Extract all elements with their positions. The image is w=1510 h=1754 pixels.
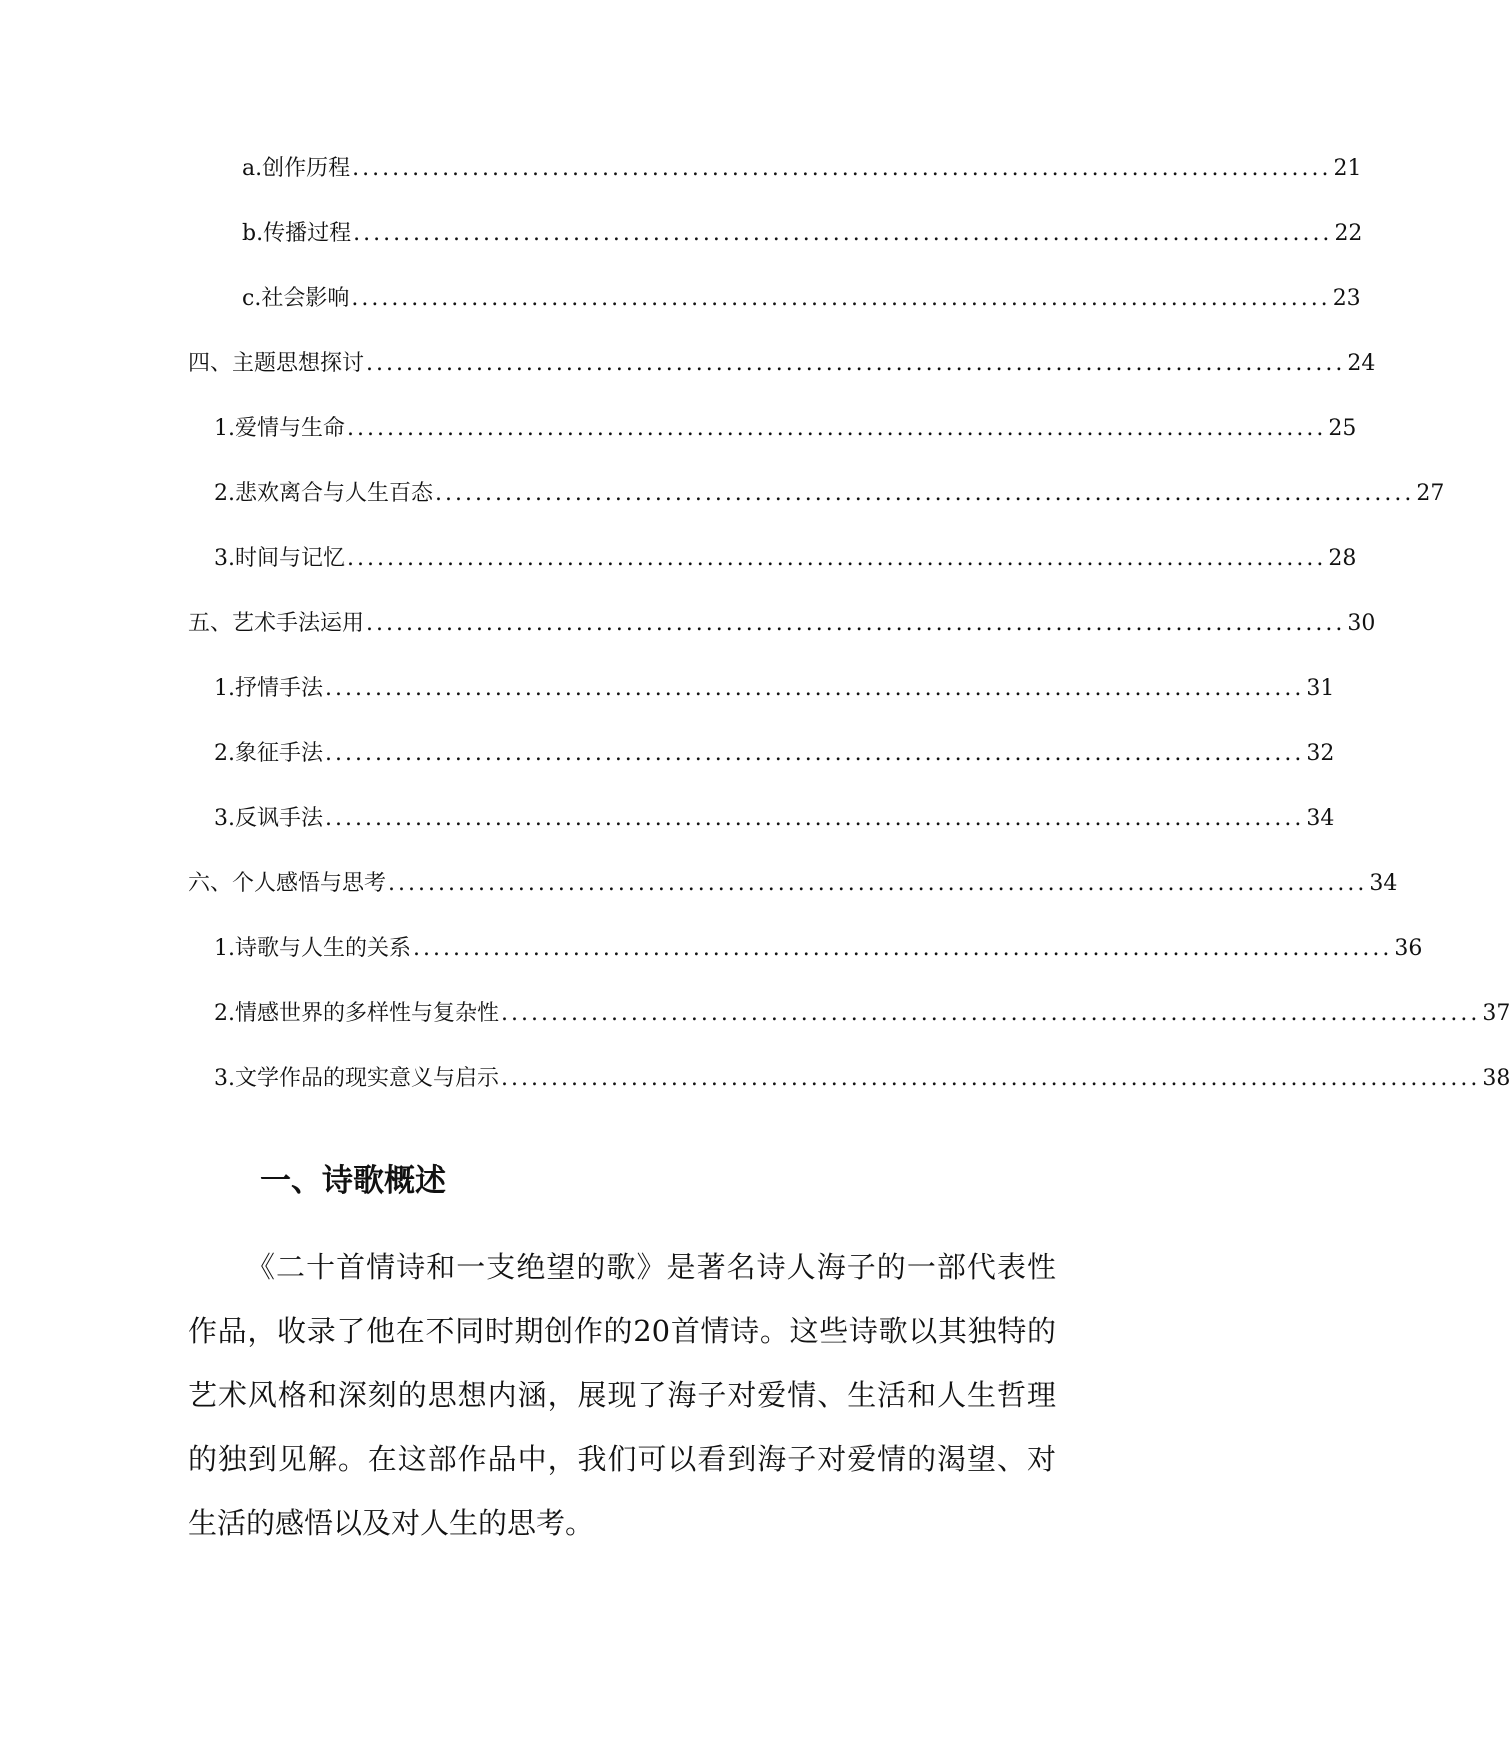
toc-entry[interactable] xyxy=(214,999,1510,1029)
toc-leader-dots: .................................................................................................. xyxy=(501,1066,1481,1091)
toc-entry-title: 六、个人感悟与思考 xyxy=(188,871,387,896)
toc-leader-dots: .................................................................................................. xyxy=(366,351,1346,376)
toc-entry-number: b. xyxy=(242,221,264,246)
toc-entry-page: 31 xyxy=(1306,676,1335,701)
toc-entry-page: 38 xyxy=(1482,1066,1510,1091)
toc-entry-title: 传播过程 xyxy=(263,221,352,246)
toc-entry-title: 反讽手法 xyxy=(235,806,324,831)
toc-entry-number: 3. xyxy=(214,546,235,571)
toc-entry-title: 悲欢离合与人生百态 xyxy=(235,481,434,506)
toc-entry[interactable] xyxy=(214,1064,1510,1094)
toc-entry-title: 社会影响 xyxy=(261,286,350,311)
toc-leader-dots: .................................................................................................. xyxy=(501,1001,1481,1026)
toc-entry-page: 32 xyxy=(1306,741,1335,766)
toc-leader-dots: .................................................................................................. xyxy=(353,221,1333,246)
toc-entry[interactable] xyxy=(242,154,1362,184)
toc-entry-page: 34 xyxy=(1369,871,1398,896)
toc-entry-number: 3. xyxy=(214,806,235,831)
toc-entry-title: 诗歌与人生的关系 xyxy=(235,936,412,961)
toc-leader-dots: .................................................................................................. xyxy=(351,286,1331,311)
toc-entry-page: 24 xyxy=(1347,351,1376,376)
toc-entry-page: 28 xyxy=(1328,546,1357,571)
toc-entry-title: 情感世界的多样性与复杂性 xyxy=(235,1001,500,1026)
toc-leader-dots: .................................................................................................. xyxy=(352,156,1332,181)
toc-entry[interactable] xyxy=(214,934,1423,964)
toc-entry-title: 爱情与生命 xyxy=(235,416,346,441)
toc-entry[interactable] xyxy=(188,349,1376,379)
toc-entry[interactable] xyxy=(214,414,1357,444)
toc-entry[interactable] xyxy=(214,739,1335,769)
toc-leader-dots: .................................................................................................. xyxy=(325,741,1305,766)
toc-entry[interactable] xyxy=(214,479,1445,509)
toc-entry-number: 2. xyxy=(214,481,235,506)
toc-entry-page: 27 xyxy=(1416,481,1445,506)
toc-entry[interactable] xyxy=(214,674,1335,704)
toc-entry-number: c. xyxy=(242,286,262,311)
toc-entry-page: 34 xyxy=(1306,806,1335,831)
toc-entry-page: 25 xyxy=(1328,416,1357,441)
toc-entry-title: 时间与记忆 xyxy=(235,546,346,571)
toc-entry-number: 2. xyxy=(214,741,235,766)
toc-entry-title: 抒情手法 xyxy=(235,676,324,701)
toc-entry-title: 文学作品的现实意义与启示 xyxy=(235,1066,500,1091)
toc-entry-page: 21 xyxy=(1333,156,1362,181)
toc-leader-dots: .................................................................................................. xyxy=(325,676,1305,701)
body-paragraph: 《二十首情诗和一支绝望的歌》是著名诗人海子的一部代表性作品，收录了他在不同时期创作的20首情诗。这些诗歌以其独特的艺术风格和深刻的思想内涵，展现了海子对爱情、生活和人生哲理的独到见解。在这部作品中，我们可以看到海子对爱情的渴望、对生活的感悟以及对人生的思考。 xyxy=(188,1250,1056,1540)
toc-entry-page: 36 xyxy=(1394,936,1423,961)
toc-leader-dots: .................................................................................................. xyxy=(347,546,1327,571)
toc-entry-number: 3. xyxy=(214,1066,235,1091)
toc-entry-page: 37 xyxy=(1482,1001,1510,1026)
toc-leader-dots: .................................................................................................. xyxy=(413,936,1393,961)
toc-entry-title: 五、艺术手法运用 xyxy=(188,611,365,636)
toc-entry-number: 2. xyxy=(214,1001,235,1026)
toc-entry-page: 30 xyxy=(1347,611,1376,636)
toc-leader-dots: .................................................................................................. xyxy=(325,806,1305,831)
toc-entry[interactable] xyxy=(188,869,1398,899)
toc-leader-dots: .................................................................................................. xyxy=(388,871,1368,896)
toc-entry-number: a. xyxy=(242,156,263,181)
toc-entry-title: 四、主题思想探讨 xyxy=(188,351,365,376)
section-heading: 一、诗歌概述 xyxy=(260,1163,446,1199)
toc-leader-dots: .................................................................................................. xyxy=(347,416,1327,441)
toc-entry[interactable] xyxy=(214,544,1357,574)
toc-entry-number: 1. xyxy=(214,676,235,701)
toc-entry[interactable] xyxy=(214,804,1335,834)
toc-leader-dots: .................................................................................................. xyxy=(435,481,1415,506)
toc-leader-dots: .................................................................................................. xyxy=(366,611,1346,636)
toc-entry-page: 22 xyxy=(1334,221,1363,246)
toc-entry-page: 23 xyxy=(1332,286,1361,311)
toc-entry-title: 象征手法 xyxy=(235,741,324,766)
toc-entry-number: 1. xyxy=(214,936,235,961)
toc-entry[interactable] xyxy=(242,219,1363,249)
toc-entry-title: 创作历程 xyxy=(262,156,351,181)
toc-entry[interactable] xyxy=(188,609,1376,639)
toc-entry[interactable] xyxy=(242,284,1361,314)
toc-entry-number: 1. xyxy=(214,416,235,441)
